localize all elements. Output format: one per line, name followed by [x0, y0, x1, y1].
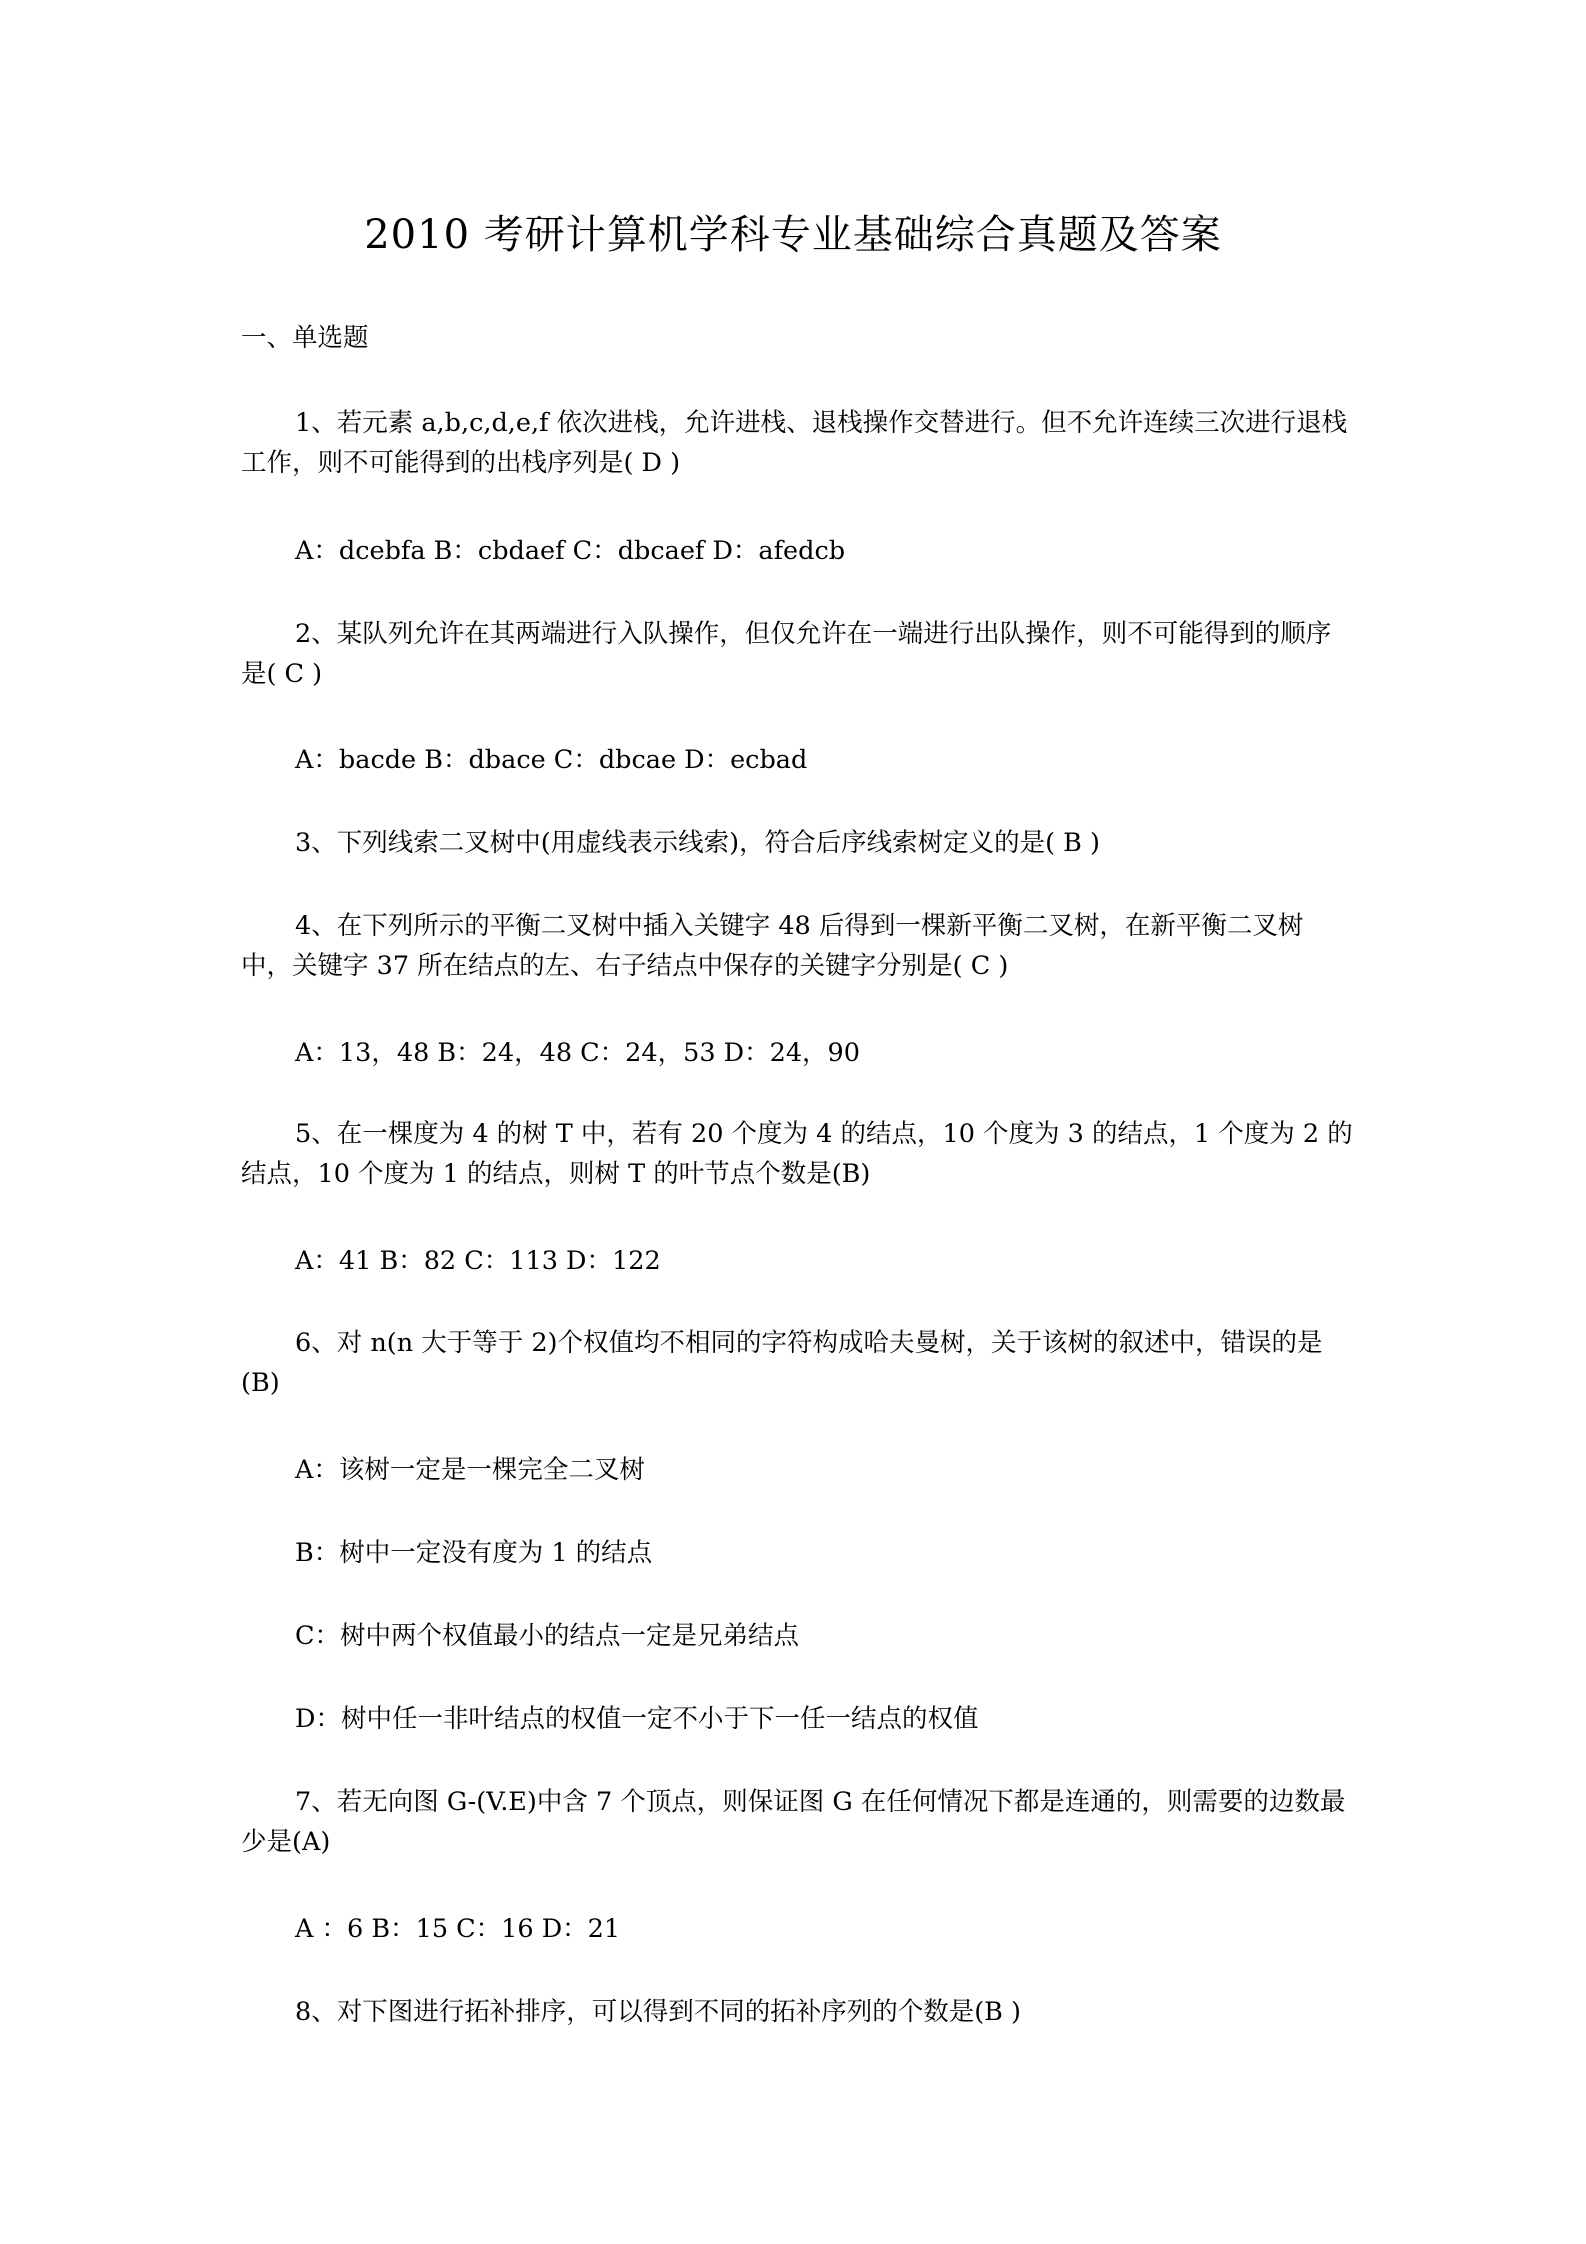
question-8: 8、对下图进行拓补排序，可以得到不同的拓补序列的个数是(B )	[295, 1997, 1021, 2027]
question-6-option-d: D：树中任一非叶结点的权值一定不小于下一任一结点的权值	[295, 1704, 979, 1734]
question-3: 3、下列线索二叉树中(用虚线表示线索)，符合后序线索树定义的是( B )	[295, 828, 1100, 858]
question-7: 7、若无向图 G-(V.E)中含 7 个顶点，则保证图 G 在任何情况下都是连通的，则需要的边数最少是(A)	[241, 1787, 1346, 1857]
question-5-options: A：41 B：82 C：113 D：122	[295, 1246, 661, 1276]
question-4-options: A：13，48 B：24，48 C：24，53 D：24，90	[295, 1038, 861, 1068]
question-6-option-a: A：该树一定是一棵完全二叉树	[295, 1455, 645, 1485]
question-5: 5、在一棵度为 4 的树 T 中，若有 20 个度为 4 的结点，10 个度为 3 的结点，1 个度为 2 的结点，10 个度为 1 的结点，则树 T 的叶节点个数是(B)	[241, 1119, 1353, 1189]
question-6-option-b: B：树中一定没有度为 1 的结点	[295, 1538, 653, 1568]
question-7-options: A ：6 B：15 C：16 D：21	[295, 1914, 621, 1944]
question-6-option-c: C：树中两个权值最小的结点一定是兄弟结点	[295, 1621, 800, 1651]
section-heading: 一、单选题	[241, 323, 369, 353]
question-2-options: A：bacde B：dbace C：dbcae D：ecbad	[295, 745, 808, 775]
question-4: 4、在下列所示的平衡二叉树中插入关键字 48 后得到一棵新平衡二叉树，在新平衡二叉树中，关键字 37 所在结点的左、右子结点中保存的关键字分别是( C )	[241, 911, 1304, 981]
question-1-options: A：dcebfa B：cbdaef C：dbcaef D：afedcb	[295, 536, 846, 566]
document-title: 2010 考研计算机学科专业基础综合真题及答案	[364, 212, 1222, 258]
question-6: 6、对 n(n 大于等于 2)个权值均不相同的字符构成哈夫曼树，关于该树的叙述中，错误的是(B)	[241, 1328, 1323, 1398]
question-1: 1、若元素 a,b,c,d,e,f 依次进栈，允许进栈、退栈操作交替进行。但不允许连续三次进行退栈工作，则不可能得到的出栈序列是( D )	[241, 408, 1348, 478]
question-2: 2、某队列允许在其两端进行入队操作，但仅允许在一端进行出队操作，则不可能得到的顺序是( C )	[241, 619, 1332, 689]
